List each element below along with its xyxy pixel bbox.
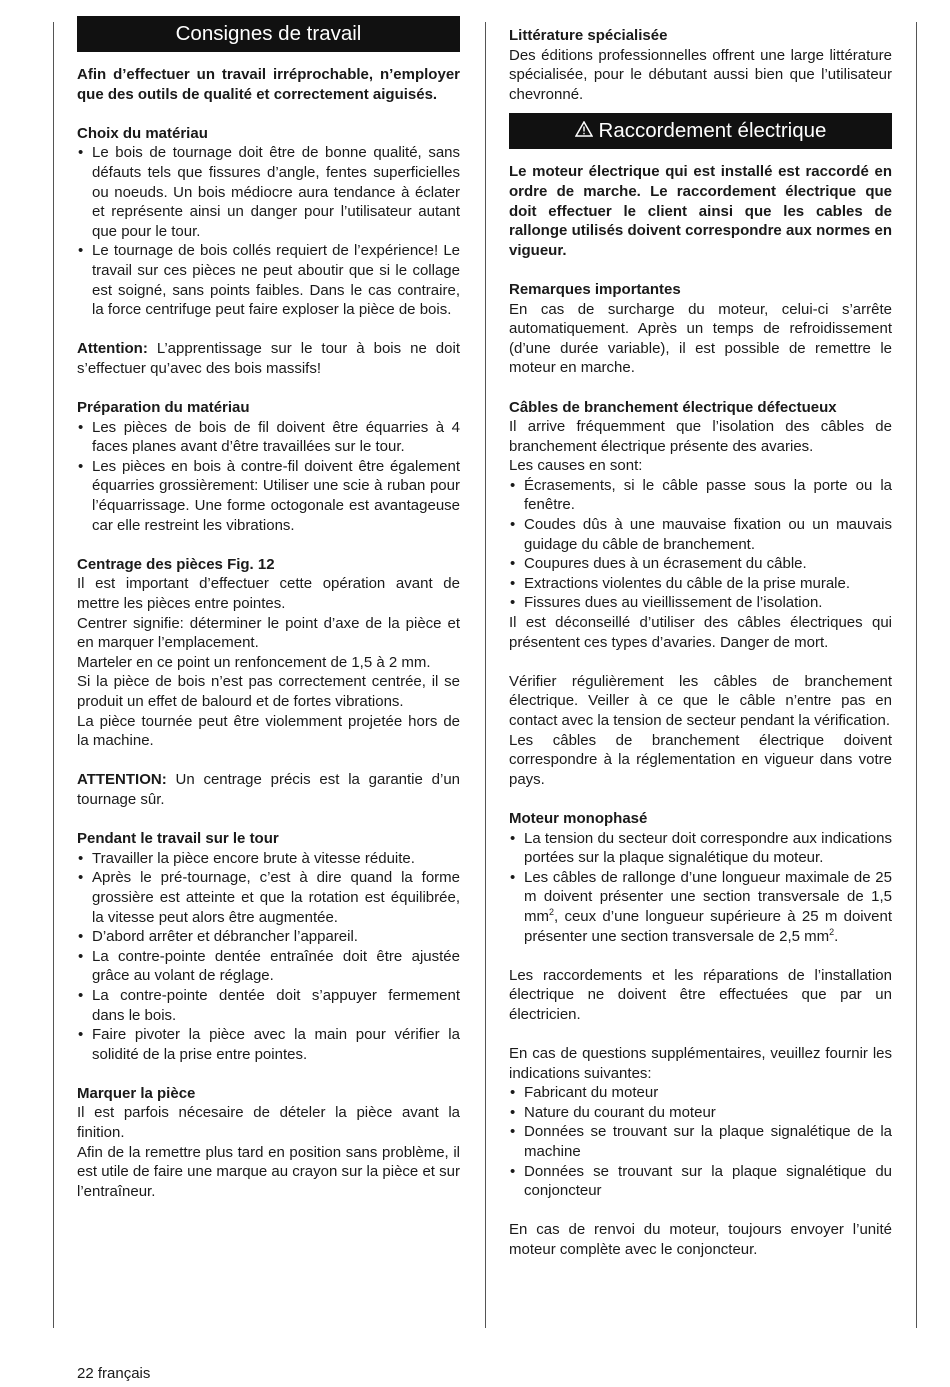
attention-label: Attention: [77, 340, 148, 358]
paragraph: Les câbles de branchement électrique doivent correspondre à la réglementation en vigueur dans votre pays. [509, 731, 892, 788]
left-column [77, 16, 460, 1201]
list-item: • Extractions violentes du câble de la prise murale. [509, 574, 892, 594]
list-choix-materiau [77, 143, 460, 319]
list-item: • Faire pivoter la pièce avec la main pour vérifier la solidité de la prise entre pointes. [77, 1025, 460, 1064]
paragraph: Il est important d’effectuer cette opération avant de mettre les pièces entre pointes. [77, 575, 460, 613]
attention-text: L’apprentissage sur le tour à bois ne doit s’effectuer qu’avec des bois massifs! [77, 340, 460, 377]
text-part: Les câbles de rallonge d’une longueur maximale de 25 m doivent présenter une section transversale de 1,5 mm [524, 868, 892, 925]
list-item: • Le bois de tournage doit être de bonne qualité, sans défauts tels que fissures d’angle, fentes superficielles ou noeuds. Un bois médiocre aura tendance à éclater et représente ainsi un danger pour l’utilisateur autant que pour le tour. [77, 143, 460, 241]
list-item: • Fissures dues au vieillissement de l’isolation. [509, 593, 892, 613]
paragraph: Les raccordements et les réparations de l’installation électrique ne doivent être effectuées que par un électricien. [509, 966, 892, 1023]
list-item: • Écrasements, si le câble passe sous la porte ou la fenêtre. [509, 476, 892, 515]
intro-paragraph: Afin d’effectuer un travail irréprochable, n’employer que des outils de qualité et correctement aiguisés. [77, 66, 460, 103]
attention-text: Un centrage précis est la garantie d’un tournage sûr. [77, 771, 460, 808]
list-item [509, 868, 892, 946]
list-item: • La contre-pointe dentée entraînée doit être ajustée grâce au volant de réglage. [77, 947, 460, 986]
page-footer: 22 français [77, 1365, 151, 1382]
heading-moteur-monophase: Moteur monophasé [509, 809, 648, 827]
banner-title: Raccordement électrique [598, 119, 827, 143]
text-part: , ceux d’une longueur supérieure à 25 m doivent présenter une section transversale de 2,5 mm [524, 907, 892, 945]
heading-pendant-travail: Pendant le travail sur le tour [77, 830, 279, 848]
list-moteur [509, 829, 892, 947]
heading-centrage: Centrage des pièces Fig. 12 [77, 555, 275, 573]
paragraph: Marteler en ce point un renfoncement de 1,5 à 2 mm. [77, 653, 431, 671]
text-part: . [834, 927, 839, 945]
paragraph: Des éditions professionnelles offrent une large littérature spécialisée, pour le débutant aussi bien que l’utilisateur chevronné. [509, 46, 892, 103]
paragraph: En cas de questions supplémentaires, veuillez fournir les indications suivantes: [509, 1045, 892, 1082]
paragraph: En cas de surcharge du moteur, celui-ci s’arrête automatiquement. Après un temps de refroidissement (d’une durée variable), il est possible de remettre le moteur en marche. [509, 300, 892, 377]
attention-note [77, 339, 460, 378]
superscript: 2 [829, 926, 835, 937]
list-item: • La tension du secteur doit correspondre aux indications portées sur la plaque signalétique du moteur. [509, 829, 892, 868]
attention-label: ATTENTION: [77, 771, 167, 789]
list-item: • Coupures dues à un écrasement du câble. [509, 554, 892, 574]
list-item: • Après le pré-tournage, c’est à dire quand la forme grossière est atteinte et que la rotation est équilibrée, la vitesse peut alors être augmentée. [77, 868, 460, 927]
paragraph: La pièce tournée peut être violemment projetée hors de la machine. [77, 712, 460, 750]
list-indications [509, 1083, 892, 1201]
heading-remarques: Remarques importantes [509, 280, 681, 298]
paragraph: Vérifier régulièrement les câbles de branchement électrique. Veiller à ce que le câble n’entre pas en contact avec la tension de secteur pendant la vérification. [509, 672, 892, 729]
paragraph: Centrer signifie: déterminer le point d’axe de la pièce et en marquer l’emplacement. [77, 614, 460, 652]
superscript: 2 [549, 906, 555, 917]
list-causes [509, 476, 892, 613]
list-item: • Le tournage de bois collés requiert de l’expérience! Le travail sur ces pièces ne peut aboutir que si le collage est soigné, sans points faibles. Dans le cas contraire, la force centrifuge peut faire exploser la pièce de bois. [77, 241, 460, 319]
warning-triangle-icon [575, 113, 593, 149]
list-pendant-travail [77, 849, 460, 1065]
column-divider-rule [485, 22, 486, 1328]
paragraph: En cas de renvoi du moteur, toujours envoyer l’unité moteur complète avec le conjoncteur. [509, 1221, 892, 1259]
list-item: • Coudes dûs à une mauvaise fixation ou un mauvais guidage du câble de branchement. [509, 515, 892, 554]
right-column [509, 16, 892, 1260]
paragraph: Afin de la remettre plus tard en position sans problème, il est utile de faire une marque au crayon sur la pièce et sur l’entraîneur. [77, 1143, 460, 1200]
heading-choix-materiau: Choix du matériau [77, 124, 208, 142]
right-margin-rule [916, 22, 917, 1328]
paragraph: Si la pièce de bois n’est pas correctement centrée, il se produit un effet de balourd et de fortes vibrations. [77, 673, 460, 710]
attention-note-centrage [77, 770, 460, 809]
intro-paragraph: Le moteur électrique qui est installé est raccordé en ordre de marche. Le raccordement électrique que doit effectuer le client ainsi que les cables de rallonge utilisés doivent correspondre aux normes en vigueur. [509, 163, 892, 259]
list-item: • Fabricant du moteur [509, 1083, 892, 1103]
paragraph: Il arrive fréquemment que l’isolation des câbles de branchement électrique présente des avaries. [509, 418, 892, 455]
paragraph: Il est déconseillé d’utiliser des câbles électriques qui présentent ces types d’avaries. Danger de mort. [509, 614, 892, 651]
paragraph: Les causes en sont: [509, 457, 643, 475]
list-item: • Travailler la pièce encore brute à vitesse réduite. [77, 849, 460, 869]
heading-marquer-piece: Marquer la pièce [77, 1084, 196, 1102]
heading-litterature: Littérature spécialisée [509, 27, 668, 44]
list-item: • La contre-pointe dentée doit s’appuyer fermement dans le bois. [77, 986, 460, 1025]
list-item: • Données se trouvant sur la plaque signalétique de la machine [509, 1122, 892, 1161]
list-item: • Les pièces de bois de fil doivent être équarries à 4 faces planes avant d’être travaillées sur le tour. [77, 418, 460, 457]
list-item: • Les pièces en bois à contre-fil doivent être également équarries grossièrement: Utiliser une scie à ruban pour l’équarrissage. Une forme octogonale est avantageuse car elle restreint les vibrations. [77, 457, 460, 535]
left-margin-rule [53, 22, 54, 1328]
heading-preparation: Préparation du matériau [77, 399, 250, 417]
list-item: • D’abord arrêter et débrancher l’appareil. [77, 927, 460, 947]
list-item: • Données se trouvant sur la plaque signalétique du conjoncteur [509, 1162, 892, 1201]
section-banner-raccordement [509, 113, 892, 149]
list-preparation [77, 418, 460, 536]
paragraph: Il est parfois nécesaire de dételer la pièce avant la finition. [77, 1104, 460, 1142]
heading-cables: Câbles de branchement électrique défectueux [509, 398, 837, 416]
section-banner-consignes: Consignes de travail [77, 16, 460, 52]
list-item: • Nature du courant du moteur [509, 1103, 892, 1123]
